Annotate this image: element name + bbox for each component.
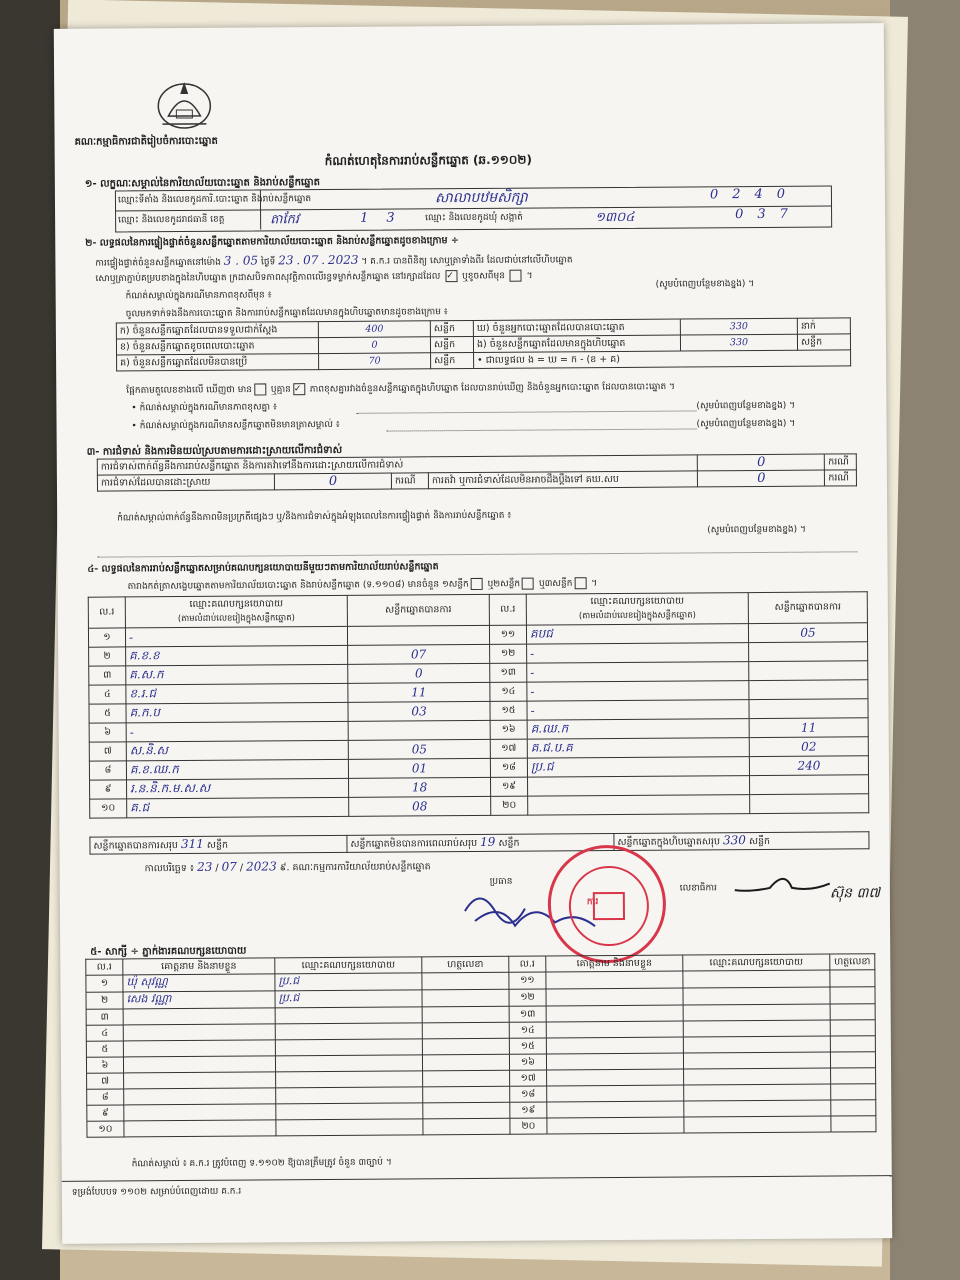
row-number: ១២ — [490, 644, 527, 663]
witness-signature — [830, 1020, 875, 1036]
party-name: - — [125, 626, 347, 647]
witness-party — [275, 1007, 422, 1024]
province-name-handwritten: តាកែវ — [270, 212, 300, 228]
row-number: ១០ — [90, 799, 127, 818]
section5-heading: ៥- សាក្សី ÷ ភ្នាក់ងារគណបក្សនយោបាយ — [90, 945, 247, 958]
witness-party — [683, 1036, 830, 1053]
witness-name — [124, 1120, 276, 1137]
party-name: គ.ក.ប — [126, 702, 348, 723]
witness-party — [276, 1119, 423, 1136]
party-votes: 11 — [348, 682, 490, 702]
section1-heading: ១- លក្ខណៈសម្គាល់នៃការិយាល័យបោះឆ្នោត និងរាប់សន្លឹកឆ្នោត — [84, 177, 321, 190]
row-number: ១៨ — [510, 1086, 547, 1102]
row-number: ៩ — [90, 780, 127, 799]
count-date-line: កាលបរិច្ឆេទ ៖ 23 / 07 / 2023 ៩. គណៈកម្មការការិយាល័យរាប់សន្លឹកឆ្នោត — [144, 859, 431, 875]
witness-signature — [831, 1116, 876, 1132]
row-number: ១ — [86, 975, 123, 992]
section4-heading: ៤- លទ្ធផលនៃការរាប់សន្លឹកឆ្នោតសម្រាប់គណបក្សនយោបាយនីមួយៗតាមការិយាល័យរាប់សន្លឹកឆ្នោត — [87, 561, 439, 575]
witness-name — [124, 1104, 276, 1121]
witness-signature — [422, 1022, 509, 1039]
party-name: ប្រ.ជ — [527, 757, 749, 778]
verify-year: 2023 — [327, 252, 359, 268]
party-name: គ.ឈ.ក — [527, 719, 749, 740]
witness-name — [546, 1037, 683, 1054]
party-votes: 07 — [348, 644, 490, 664]
damaged-checkbox[interactable] — [510, 270, 522, 282]
row-number: ៧ — [87, 1073, 124, 1089]
received-ballots: 400 — [318, 321, 430, 338]
party-name: គ.ស.ក — [126, 664, 348, 685]
row-number: ១១ — [509, 972, 546, 989]
secretary-label: លេខាធិការ — [679, 883, 717, 894]
vote-totals-row: សន្លឹកឆ្នោតបានការសរុប 311 សន្លឹក សន្លឹកឆ្នោតមិនបានការពេលរាប់សរុប 19 សន្លឹក សន្លឹកឆ្នោតក្នុងហិបឆ្នោតសរុប 330 សន្លឹក — [89, 831, 869, 854]
difference-check-line: ផ្អែកតាមតួលេខខាងលើ ឃើញថា មាន ឬគ្មាន ✓ ភាពខុសគ្នារវាងចំនួនសន្លឹកឆ្នោតក្នុងហិបឆ្នោត ដែលបានរាប់ឃើញ និងចំនួនអ្នកបោះឆ្នោត ដែលបានបោះឆ្នោត ។ — [126, 382, 675, 396]
fill-back-note-3: (សូមបំពេញបន្ថែមខាងខ្នង) ។ — [696, 418, 796, 430]
witness-party — [683, 970, 830, 988]
witness-signature — [831, 1100, 876, 1116]
fill-back-note-1: (សូមបំពេញបន្ថែមខាងខ្នង) ។ — [655, 279, 755, 290]
form-title: កំណត់ហេតុនៃការរាប់សន្លឹកឆ្នោត (ឆ.១១០២) — [324, 152, 532, 169]
party-name — [528, 776, 750, 797]
commune-label: ឈ្មោះ និងលេខកូដឃុំ សង្កាត់ — [425, 212, 523, 224]
one-sheet-checkbox[interactable] — [471, 578, 483, 590]
fill-back-note-4: (សូមបំពេញបន្ថែមខាងខ្នង) ។ — [707, 524, 806, 536]
party-name: - — [527, 700, 749, 721]
witness-name — [123, 1040, 275, 1057]
witness-signature — [422, 972, 509, 990]
row-number: ៨ — [89, 761, 126, 780]
ballots-in-box: 330 — [680, 334, 797, 351]
party-votes — [749, 642, 868, 662]
row-number: ២០ — [491, 796, 528, 815]
row-number: ១៧ — [510, 1070, 547, 1086]
witness-party — [684, 1084, 831, 1101]
party-votes: 01 — [348, 758, 490, 778]
witness-name: ឃ៉ុ សុវណ្ណ — [123, 974, 275, 992]
party-name: រ.ន.និ.ក.ម.ស.ស — [127, 778, 349, 799]
row-number: ៣ — [86, 1009, 123, 1025]
bullet-difference: • កំណត់សម្គាល់ក្នុងករណីមានភាពខុសគ្នា ៖ — [131, 402, 277, 414]
difference-note-label: កំណត់សម្គាល់ក្នុងករណីមានភាពខុសពីមុន ៖ — [125, 290, 272, 302]
complaints-table — [97, 453, 857, 491]
table-row: ខ) ចំនួនសន្លឹកឆ្នោតខូចពេលបោះឆ្នោត 0 សន្លឹក ង) ចំនួនសន្លឹកឆ្នោតដែលមានក្នុងហិបឆ្នោត 330 សន្លឹក — [116, 334, 850, 355]
witness-name — [547, 1069, 684, 1086]
place-name-handwritten: សាលាបឋមសិក្សា — [434, 189, 528, 207]
party-votes: 18 — [349, 777, 491, 797]
verify-time: 3 . 05 — [223, 253, 259, 268]
witness-party — [275, 1055, 422, 1072]
total-invalid-votes: 19 — [480, 834, 496, 849]
party-name: គ.ខ.ឈ.ក — [126, 759, 348, 780]
witness-party — [276, 1071, 423, 1088]
row-number: ១២ — [509, 989, 546, 1006]
has-difference-checkbox[interactable] — [254, 383, 266, 395]
fill-back-note-2: (សូមបំពេញបន្ថែមខាងខ្នង) ។ — [696, 400, 796, 412]
witness-name — [124, 1088, 276, 1105]
witness-signature — [830, 1052, 875, 1068]
row-number: ៦ — [86, 1057, 123, 1073]
witness-party — [684, 1068, 831, 1085]
three-sheet-checkbox[interactable] — [574, 577, 586, 589]
witness-signature — [422, 989, 509, 1007]
total-ballots-in-box: 330 — [722, 833, 746, 848]
election-form-sheet — [54, 23, 892, 1244]
section3-heading: ៣- ការជំទាស់ និងការមិនយល់ស្របតាមការដោះស្រាយលើការជំទាស់ — [86, 444, 343, 458]
ballot-count-table — [116, 317, 851, 371]
party-votes: 11 — [749, 718, 868, 738]
witness-signature — [423, 1118, 510, 1135]
witness-signature — [423, 1086, 510, 1103]
table-row: ការជំទាស់ដែលបានដោះស្រាយ 0 ករណី ការតវ៉ា ឬការជំទាស់ដែលមិនអាចដឹងប្តឹងទៅ គឃ.សប 0 ករណី — [97, 470, 856, 491]
row-number: ២ — [89, 647, 126, 666]
chair-label: ប្រធាន — [489, 876, 513, 887]
witness-signature — [422, 1006, 509, 1023]
witness-signature — [831, 1068, 876, 1084]
witness-name — [546, 1021, 683, 1038]
party-votes: 02 — [749, 737, 868, 757]
appeals-count: 0 — [698, 470, 825, 487]
spoiled-ballots: 0 — [318, 337, 430, 354]
witness-signature — [423, 1070, 510, 1087]
witness-name — [546, 971, 683, 989]
no-difference-checkbox[interactable]: ✓ — [293, 383, 305, 395]
witness-name — [123, 1024, 275, 1041]
row-number: ១៦ — [509, 1054, 546, 1070]
witness-signature — [830, 1036, 875, 1052]
party-name: គបជ — [526, 624, 748, 645]
party-votes — [749, 680, 868, 700]
witness-name — [547, 1117, 684, 1134]
witness-name — [546, 988, 683, 1006]
verify-line-2: សោឬត្រាភ្ជាប់គម្របខាងក្នុងនៃហិបឆ្នោត ក្រដាសបិទភាពសុវត្ថិភាពលើរន្ធទម្លាក់សន្លឹកឆ្នោត នៅរក្សាដដែល ✓ ឬខូចសពីមុន ។ — [95, 271, 533, 285]
row-number: ៧ — [89, 742, 126, 761]
witness-name — [124, 1072, 276, 1089]
place-label: ឈ្មោះទីតាំង និងលេខកូដការិ.បោះឆ្នោត និងរាប់សន្លឹកឆ្នោត — [117, 194, 312, 206]
witness-name — [547, 1101, 684, 1118]
witness-name — [123, 1056, 275, 1073]
party-votes — [750, 794, 869, 814]
party-votes: 03 — [348, 701, 490, 721]
witness-party — [684, 1100, 831, 1117]
party-name: - — [527, 643, 749, 664]
party-votes: 240 — [749, 756, 868, 776]
party-name: ខ.រ.ជ — [126, 683, 348, 704]
witness-party — [276, 1087, 423, 1104]
count-table-intro: ចូលមកទាក់ទងនឹងការបោះឆ្នោត និងការរាប់សន្លឹកឆ្នោតដែលមានក្នុងហិបឆ្នោតមានដូចខាងក្រោម ៖ — [125, 307, 448, 320]
row-number: ៥ — [89, 704, 126, 723]
province-label: ឈ្មោះ និងលេខកូដរាជធានី ខេត្ត — [118, 214, 225, 226]
row-number: ១៨ — [490, 758, 527, 777]
table-row: គ) ចំនួនសន្លឹកឆ្នោតដែលមិនបានប្រើ 70 សន្លឹក • ជាលទ្ធផល ង = ឃ = ក - (ខ + គ) — [117, 350, 851, 371]
voters-count: 330 — [680, 318, 797, 335]
org-name: គណៈកម្មាធិការជាតិរៀបចំការបោះឆ្នោត — [74, 135, 218, 148]
party-votes: 05 — [748, 623, 867, 643]
row-number: ១៥ — [490, 701, 527, 720]
witness-signature — [422, 1054, 509, 1071]
two-sheet-checkbox[interactable] — [522, 578, 534, 590]
row-number: ១៥ — [509, 1038, 546, 1054]
witness-party: ប្រ.ជ — [275, 973, 422, 991]
row-number: ១១ — [489, 625, 526, 644]
witness-party — [275, 1023, 422, 1040]
row-number: ៩ — [87, 1105, 124, 1121]
province-code: 13 — [360, 210, 413, 226]
irregularity-note: កំណត់សម្គាល់ពាក់ព័ន្ធនឹងភាពមិនប្រក្រតីផ្សេងៗ ឬ/និងការជំទាស់ក្នុងអំឡុងពេលនៃការផ្ទៀងផ្ទាត់ និងការរាប់សន្លឹកឆ្នោត ៖ — [117, 510, 512, 524]
footnote: កំណត់សម្គាល់ ៖ គ.ក.រ ត្រូវបំពេញ ទ.១១០២ ឱ្យបានត្រឹមត្រូវ ចំនួន ៣ច្បាប់ ។ — [131, 1157, 392, 1170]
row-number: ៥ — [86, 1041, 123, 1057]
verify-month: 07 — [302, 253, 319, 268]
party-name: - — [527, 662, 749, 683]
row-number: ១០ — [87, 1121, 124, 1137]
party-name: គ.ជ — [127, 797, 349, 818]
party-name — [528, 795, 750, 816]
intact-checkbox[interactable]: ✓ — [445, 270, 457, 282]
party-votes: 0 — [348, 663, 490, 683]
witness-party — [275, 1039, 422, 1056]
witness-party — [683, 1004, 830, 1021]
secretary-signature — [730, 865, 840, 902]
row-number: ៨ — [87, 1089, 124, 1105]
witness-name — [123, 1008, 275, 1025]
witness-party — [276, 1103, 423, 1120]
form-code: ទម្រង់បែបបទ ១១០២ សម្រាប់បំពេញដោយ គ.ក.រ — [71, 1186, 242, 1198]
witness-signature — [830, 987, 875, 1004]
witness-name: សេង វណ្ណា — [123, 991, 275, 1009]
official-stamp: ការ — [547, 845, 666, 964]
party-votes: 05 — [348, 739, 490, 759]
signature-annotation: ស៊ុន ៣៧ — [829, 885, 881, 902]
complaints-count: 0 — [698, 454, 825, 471]
witness-name — [546, 1005, 683, 1022]
place-code-1: 0240 — [709, 186, 800, 203]
witness-party — [683, 1020, 830, 1037]
party-votes — [749, 699, 868, 719]
witness-party: ប្រ.ជ — [275, 990, 422, 1008]
row-number: ១៩ — [491, 777, 528, 796]
party-votes — [749, 661, 868, 681]
party-votes-table: ល.រ ឈ្មោះគណបក្សនយោបាយ សន្លឹកឆ្នោតបានការ ល.រ ឈ្មោះគណបក្សនយោបាយ សន្លឹកឆ្នោតបានការ (តាមលំដាប់លេខរៀងក្នុងសន្លឹកឆ្នោត) (តាមលំដាប់លេខរៀងក្នុងសន្លឹកឆ្នោត) ១ - ១១ គបជ 05 ២ គ.ខ.ខ 07 ១២ - ៣ គ.ស.ក 0 ១៣ - ៤ ខ.រ.ជ 11 ១៤ - ៥ គ.ក.ប 03 ១៥ - ៦ - ១៦ គ.ឈ.ក 11 ៧ ស.និ.ស 05 ១៧ គ.ជ.ប.គ 02 ៨ គ.ខ.ឈ.ក 01 ១៨ ប្រ.ជ 240 ៩ រ.ន.និ.ក.ម.ស.ស 18 ១៩ ១០ គ.ជ 08 ២០ — [88, 591, 870, 818]
party-votes — [348, 720, 490, 740]
row-number: ១៩ — [510, 1102, 547, 1118]
party-name: - — [527, 681, 749, 702]
verify-line-1: ការផ្ទៀងផ្ទាត់ចំនួនសន្លឹកឆ្នោតនៅម៉ោង 3 . 05 ថ្ងៃទី 23 . 07 . 2023 ។ គ.ក.រ បានពិនិត្យ សោឬត្រាទាំងពីរ ដែលជាប់នៅលើហិបឆ្នោត — [95, 252, 573, 269]
witness-signature — [422, 1038, 509, 1055]
row-number: ១៦ — [490, 720, 527, 739]
row-number: ១៣ — [509, 1006, 546, 1022]
unused-ballots: 70 — [319, 353, 431, 370]
row-number: ៣ — [89, 666, 126, 685]
witness-name — [546, 1053, 683, 1070]
place-code-2: 037 — [735, 206, 802, 223]
row-number: ១៧ — [490, 739, 527, 758]
party-votes — [347, 625, 489, 645]
party-name: - — [126, 721, 348, 742]
row-number: ៦ — [89, 723, 126, 742]
royal-emblem-icon — [154, 76, 214, 132]
row-number: ៤ — [86, 1025, 123, 1041]
party-votes — [749, 775, 868, 795]
verify-day: 23 — [278, 253, 294, 268]
party-name: គ.ខ.ខ — [126, 645, 348, 666]
witness-signature — [831, 1084, 876, 1100]
summary-sheet-line: តារាងកត់ត្រាសង្ខេបឆ្នោតតាមការិយាល័យបោះឆ្នោត និងរាប់សន្លឹកឆ្នោត (ទ.១១០៨) មានចំនួន ១សន្លឹក ឬ២សន្លឹក ឬ៣សន្លឹក ។ — [127, 578, 598, 592]
row-number: ១ — [88, 628, 125, 647]
row-number: ២ — [86, 992, 123, 1009]
party-name: ស.និ.ស — [126, 740, 348, 761]
witness-party — [684, 1116, 831, 1133]
row-number: ១៣ — [490, 663, 527, 682]
table-row: ការជំទាស់ពាក់ព័ន្ធនឹងការរាប់សន្លឹកឆ្នោត និងការតវ៉ាទៅនឹងការដោះស្រាយលើការជំទាស់ 0 ករណី — [97, 454, 856, 475]
row-number: ៤ — [89, 685, 126, 704]
witness-party — [683, 1052, 830, 1069]
commune-code-handwritten: ១៣០៤ — [595, 209, 635, 226]
total-valid-votes: 311 — [180, 836, 204, 852]
row-number: ១៤ — [490, 682, 527, 701]
witness-signature — [423, 1102, 510, 1119]
table-row: ក) ចំនួនសន្លឹកឆ្នោតដែលបានទទួលជាក់ស្តែង 400 សន្លឹក ឃ) ចំនួនអ្នកបោះឆ្នោតដែលបានបោះឆ្នោត 330 នាក់ — [116, 318, 850, 339]
witness-signature — [830, 970, 875, 987]
party-votes: 08 — [349, 796, 491, 816]
witness-signature — [830, 1004, 875, 1020]
resolved-count: 0 — [274, 473, 391, 490]
witness-party — [683, 987, 830, 1005]
party-name: គ.ជ.ប.គ — [527, 738, 749, 759]
bullet-unstamped: • កំណត់សម្គាល់ក្នុងករណីមានសន្លឹកឆ្នោតមិនមានត្រាសម្គាល់ ៖ — [131, 419, 340, 432]
witness-table: ល.រ គោត្តនាម និងនាមខ្លួន ឈ្មោះគណបក្សនយោបាយ ហត្ថលេខា ល.រ គោត្តនាម និងនាមខ្លួន ឈ្មោះគណបក្សនយោបាយ ហត្ថលេខា ១ ឃ៉ុ សុវណ្ណ ប្រ.ជ ១១ ២ សេង វណ្ណា ប្រ.ជ ១២ ៣ ១៣ ៤ ១៤ ៥ ១៥ ៦ ១៦ ៧ ១៧ ៨ ១៨ ៩ ១៩ ១០ ២០ — [85, 953, 876, 1138]
row-number: ១៤ — [509, 1022, 546, 1038]
row-number: ២០ — [510, 1118, 547, 1134]
section2-heading: ២- លទ្ធផលនៃការផ្ទៀងផ្ទាត់ចំនួនសន្លឹកឆ្នោតតាមការិយាល័យបោះឆ្នោត និងរាប់សន្លឹកឆ្នោតដូចខាងក្រោម ÷ — [85, 235, 459, 249]
witness-name — [547, 1085, 684, 1102]
